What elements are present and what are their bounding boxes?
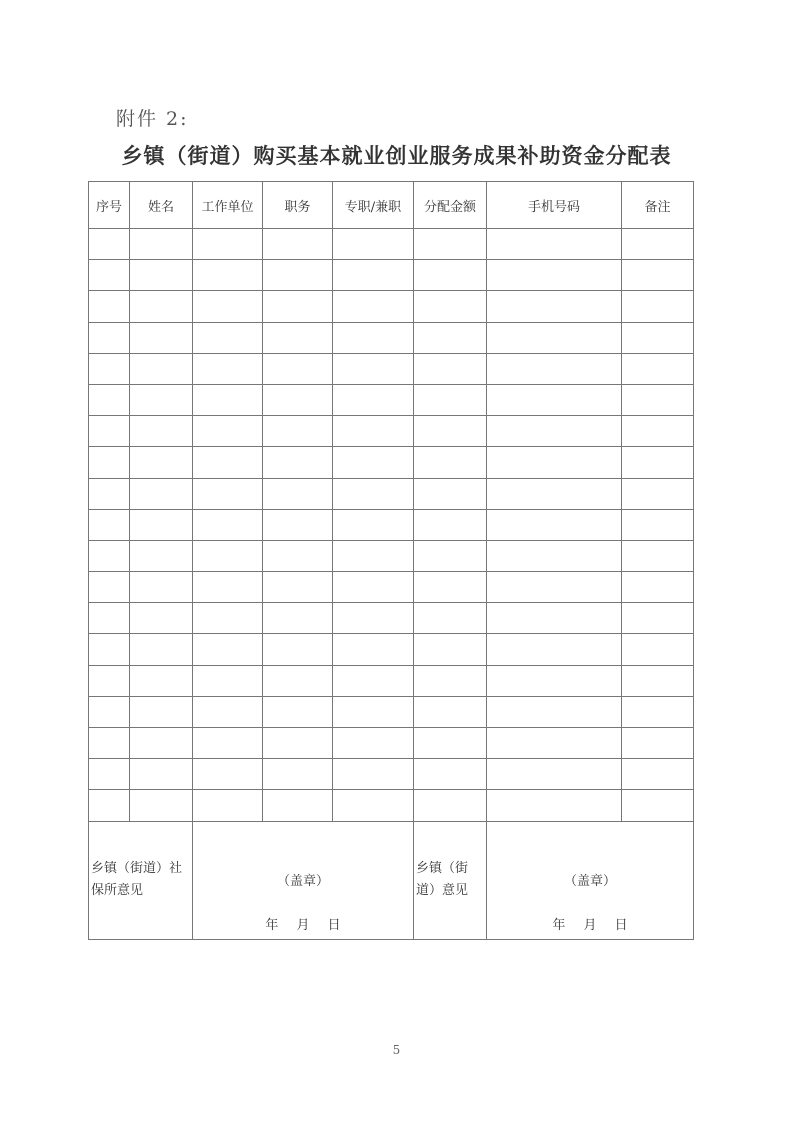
table-cell[interactable] — [487, 353, 622, 384]
table-cell[interactable] — [130, 665, 193, 696]
table-cell[interactable] — [130, 603, 193, 634]
township-seal-cell[interactable] — [487, 821, 694, 939]
table-row — [89, 572, 694, 603]
table-cell[interactable] — [414, 696, 487, 727]
table-row — [89, 291, 694, 322]
table-cell[interactable] — [622, 509, 694, 540]
document-title: 乡镇（街道）购买基本就业创业服务成果补助资金分配表 — [121, 143, 672, 168]
table-cell[interactable] — [622, 384, 694, 415]
table-cell[interactable] — [263, 540, 333, 571]
table-row — [89, 665, 694, 696]
table-cell[interactable] — [414, 665, 487, 696]
table-cell[interactable] — [193, 353, 263, 384]
table-cell[interactable] — [89, 696, 130, 727]
table-cell[interactable] — [333, 384, 414, 415]
table-row — [89, 416, 694, 447]
table-cell[interactable] — [130, 572, 193, 603]
header-cell: 备注 — [622, 182, 694, 229]
table-cell[interactable] — [89, 322, 130, 353]
table-cell[interactable] — [333, 572, 414, 603]
table-cell[interactable] — [263, 759, 333, 790]
table-row — [89, 540, 694, 571]
table-cell[interactable] — [333, 790, 414, 821]
right-seal-text: （盖章） — [563, 873, 616, 889]
table-cell[interactable] — [130, 229, 193, 260]
table-cell[interactable] — [193, 696, 263, 727]
header-cell: 序号 — [89, 182, 130, 229]
table-cell[interactable] — [89, 509, 130, 540]
table-cell[interactable] — [622, 759, 694, 790]
table-cell[interactable] — [414, 572, 487, 603]
table-cell[interactable] — [89, 416, 130, 447]
table-cell[interactable] — [263, 665, 333, 696]
table-cell[interactable] — [487, 229, 622, 260]
table-cell[interactable] — [193, 416, 263, 447]
table-cell[interactable] — [487, 478, 622, 509]
left-seal-text: （盖章） — [276, 873, 329, 889]
table-cell[interactable] — [414, 447, 487, 478]
table-cell[interactable] — [622, 260, 694, 291]
header-cell: 职务 — [263, 182, 333, 229]
table-cell[interactable] — [414, 229, 487, 260]
table-cell[interactable] — [333, 291, 414, 322]
table-row — [89, 759, 694, 790]
table-cell[interactable] — [89, 540, 130, 571]
table-cell[interactable] — [193, 509, 263, 540]
table-cell[interactable] — [622, 572, 694, 603]
table-cell[interactable] — [333, 728, 414, 759]
table-cell[interactable] — [89, 603, 130, 634]
table-body — [89, 229, 694, 822]
table-row — [89, 790, 694, 821]
table-cell[interactable] — [193, 634, 263, 665]
table-cell[interactable] — [622, 728, 694, 759]
table-cell[interactable] — [333, 696, 414, 727]
table-cell[interactable] — [333, 540, 414, 571]
table-cell[interactable] — [89, 447, 130, 478]
table-cell[interactable] — [193, 322, 263, 353]
table-cell[interactable] — [487, 416, 622, 447]
table-cell[interactable] — [263, 353, 333, 384]
table-cell[interactable] — [193, 229, 263, 260]
table-cell[interactable] — [622, 696, 694, 727]
table-cell[interactable] — [622, 229, 694, 260]
table-cell[interactable] — [263, 790, 333, 821]
page-number: 5 — [392, 1043, 401, 1057]
table-cell[interactable] — [130, 790, 193, 821]
table-row — [89, 353, 694, 384]
table-cell[interactable] — [622, 603, 694, 634]
table-row — [89, 509, 694, 540]
table-cell[interactable] — [622, 478, 694, 509]
table-cell[interactable] — [414, 540, 487, 571]
table-cell[interactable] — [414, 603, 487, 634]
table-cell[interactable] — [622, 447, 694, 478]
table-cell[interactable] — [333, 322, 414, 353]
left-date-text: 年 月 日 — [265, 917, 341, 933]
table-cell[interactable] — [622, 416, 694, 447]
table-cell[interactable] — [89, 260, 130, 291]
table-cell[interactable] — [89, 665, 130, 696]
table-row — [89, 696, 694, 727]
table-cell[interactable] — [263, 260, 333, 291]
table-cell[interactable] — [89, 759, 130, 790]
table-cell[interactable] — [130, 728, 193, 759]
table-row — [89, 728, 694, 759]
table-cell[interactable] — [487, 384, 622, 415]
table-row — [89, 447, 694, 478]
table-cell[interactable] — [263, 229, 333, 260]
table-cell[interactable] — [333, 478, 414, 509]
table-cell[interactable] — [487, 665, 622, 696]
table-cell[interactable] — [130, 353, 193, 384]
table-cell[interactable] — [414, 634, 487, 665]
table-cell[interactable] — [263, 322, 333, 353]
table-row — [89, 322, 694, 353]
table-cell[interactable] — [333, 447, 414, 478]
table-cell[interactable] — [263, 603, 333, 634]
table-cell[interactable] — [130, 416, 193, 447]
table-cell[interactable] — [414, 416, 487, 447]
table-cell[interactable] — [414, 322, 487, 353]
table-cell[interactable] — [487, 572, 622, 603]
table-cell[interactable] — [333, 509, 414, 540]
table-cell[interactable] — [414, 759, 487, 790]
signature-row — [89, 821, 694, 939]
table-cell[interactable] — [487, 260, 622, 291]
table-cell[interactable] — [487, 696, 622, 727]
table-cell[interactable] — [622, 790, 694, 821]
table-cell[interactable] — [487, 790, 622, 821]
table-cell[interactable] — [333, 665, 414, 696]
table-cell[interactable] — [89, 790, 130, 821]
table-cell[interactable] — [193, 478, 263, 509]
table-cell[interactable] — [622, 540, 694, 571]
right-date-text: 年 月 日 — [552, 917, 628, 933]
header-cell: 专职/兼职 — [333, 182, 414, 229]
table-cell[interactable] — [263, 478, 333, 509]
table-row — [89, 603, 694, 634]
table-cell[interactable] — [130, 634, 193, 665]
table-cell[interactable] — [487, 759, 622, 790]
table-row — [89, 384, 694, 415]
table-cell[interactable] — [89, 572, 130, 603]
table-cell[interactable] — [193, 540, 263, 571]
table-cell[interactable] — [193, 759, 263, 790]
table-cell[interactable] — [622, 665, 694, 696]
table-cell[interactable] — [414, 790, 487, 821]
header-cell: 分配金额 — [414, 182, 487, 229]
table-cell[interactable] — [414, 384, 487, 415]
table-cell[interactable] — [414, 291, 487, 322]
table-cell[interactable] — [622, 634, 694, 665]
table-cell[interactable] — [89, 229, 130, 260]
table-row — [89, 478, 694, 509]
table-cell[interactable] — [263, 509, 333, 540]
table-cell[interactable] — [414, 260, 487, 291]
table-cell[interactable] — [193, 384, 263, 415]
table-cell[interactable] — [263, 416, 333, 447]
table-cell[interactable] — [333, 603, 414, 634]
table-cell[interactable] — [414, 353, 487, 384]
table-cell[interactable] — [130, 447, 193, 478]
header-cell: 工作单位 — [193, 182, 263, 229]
table-cell[interactable] — [333, 634, 414, 665]
table-cell[interactable] — [130, 260, 193, 291]
table-cell[interactable] — [263, 291, 333, 322]
table-cell[interactable] — [89, 728, 130, 759]
table-cell[interactable] — [487, 728, 622, 759]
table-cell[interactable] — [193, 603, 263, 634]
table-cell[interactable] — [130, 291, 193, 322]
table-cell[interactable] — [333, 353, 414, 384]
table-row — [89, 260, 694, 291]
table-header-row — [89, 182, 694, 229]
table-cell[interactable] — [263, 728, 333, 759]
table-cell[interactable] — [130, 509, 193, 540]
table-cell[interactable] — [193, 728, 263, 759]
attachment-label: 附件 2: — [116, 108, 189, 130]
table-cell[interactable] — [193, 790, 263, 821]
table-cell[interactable] — [263, 634, 333, 665]
table-cell[interactable] — [263, 696, 333, 727]
table-cell[interactable] — [89, 634, 130, 665]
table-cell[interactable] — [130, 478, 193, 509]
table-cell[interactable] — [622, 322, 694, 353]
table-cell[interactable] — [414, 478, 487, 509]
table-cell[interactable] — [193, 572, 263, 603]
allocation-table — [88, 181, 694, 940]
table-cell[interactable] — [130, 384, 193, 415]
table-cell[interactable] — [89, 478, 130, 509]
table-cell[interactable] — [487, 540, 622, 571]
table-cell[interactable] — [193, 260, 263, 291]
table-cell[interactable] — [193, 291, 263, 322]
table-cell[interactable] — [193, 665, 263, 696]
table-cell[interactable] — [333, 260, 414, 291]
social-security-office-opinion-label: 乡镇（街道）社保所意见 — [89, 821, 193, 939]
table-cell[interactable] — [193, 447, 263, 478]
table-cell[interactable] — [89, 353, 130, 384]
table-cell[interactable] — [130, 540, 193, 571]
social-security-office-seal-cell[interactable] — [193, 821, 414, 939]
table-cell[interactable] — [487, 603, 622, 634]
table-cell[interactable] — [487, 509, 622, 540]
header-cell: 手机号码 — [487, 182, 622, 229]
table-cell[interactable] — [487, 447, 622, 478]
table-row — [89, 229, 694, 260]
table-cell[interactable] — [622, 291, 694, 322]
table-cell[interactable] — [487, 291, 622, 322]
table-cell[interactable] — [622, 353, 694, 384]
township-opinion-label: 乡镇（街道）意见 — [414, 821, 487, 939]
table-cell[interactable] — [89, 384, 130, 415]
table-cell[interactable] — [130, 322, 193, 353]
table-cell[interactable] — [130, 696, 193, 727]
table-cell[interactable] — [89, 291, 130, 322]
table-cell[interactable] — [487, 322, 622, 353]
table-cell[interactable] — [333, 229, 414, 260]
table-cell[interactable] — [263, 384, 333, 415]
table-cell[interactable] — [263, 572, 333, 603]
table-cell[interactable] — [414, 509, 487, 540]
table-cell[interactable] — [333, 416, 414, 447]
table-row — [89, 634, 694, 665]
table-cell[interactable] — [130, 759, 193, 790]
table-cell[interactable] — [263, 447, 333, 478]
table-cell[interactable] — [333, 759, 414, 790]
table-cell[interactable] — [414, 728, 487, 759]
header-cell: 姓名 — [130, 182, 193, 229]
table-cell[interactable] — [487, 634, 622, 665]
